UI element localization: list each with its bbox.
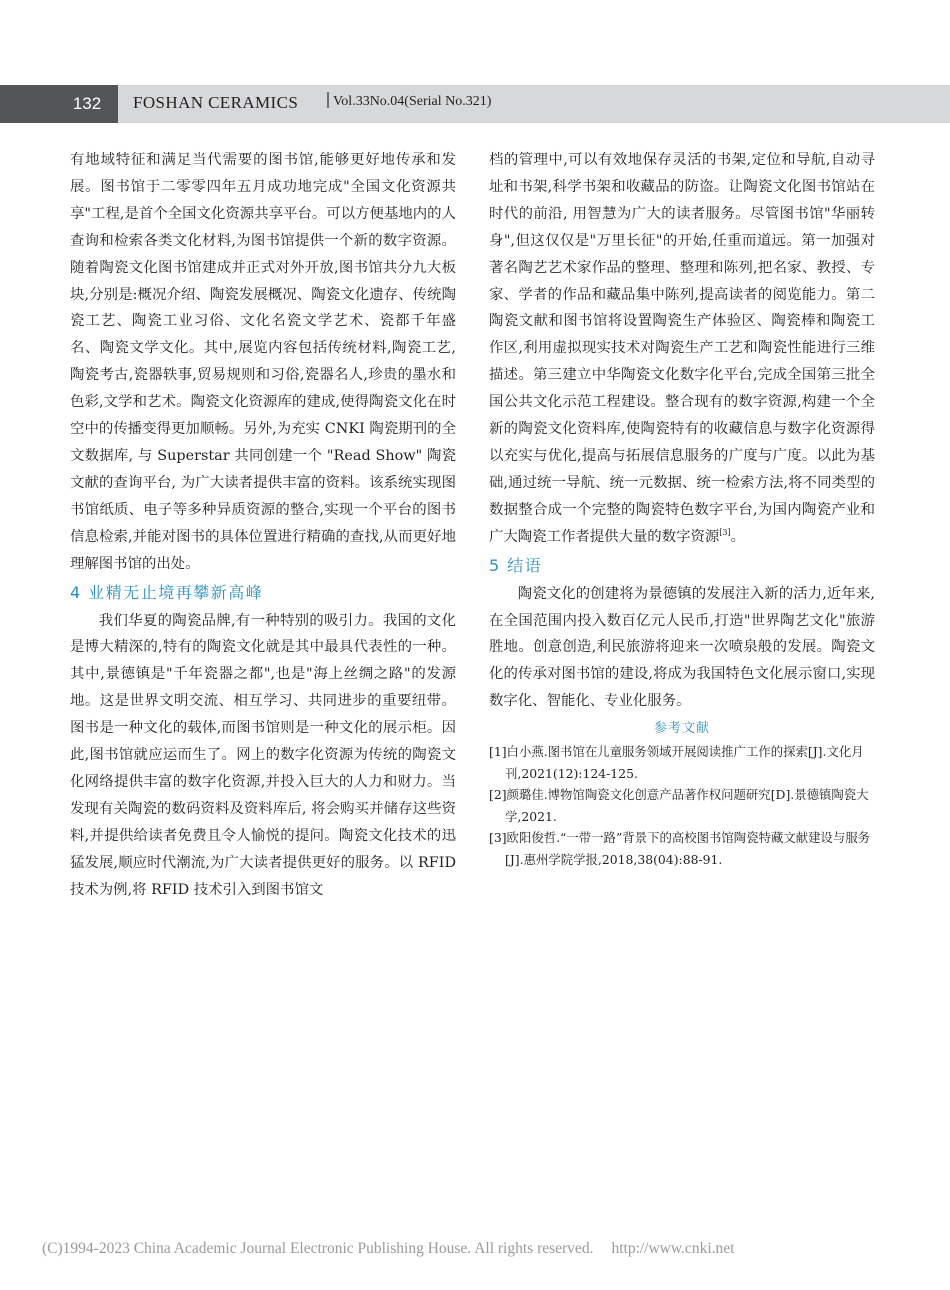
- reference-item: [3]欧阳俊哲.“一带一路”背景下的高校图书馆陶瓷特藏文献建设与服务[J].惠州学院学报,2018,38(04):88-91.: [489, 830, 871, 867]
- copyright-footer: [42, 1240, 734, 1258]
- volume-info: Vol.33No.04(Serial No.321): [333, 94, 492, 109]
- references-title: 参考文献: [653, 721, 710, 737]
- journal-name: FOSHAN CERAMICS: [133, 93, 299, 112]
- body-paragraph: [489, 147, 875, 551]
- cnki-url[interactable]: http://www.cnki.net: [611, 1240, 735, 1257]
- body-paragraph: 陶瓷文化的创建将为景德镇的发展注入新的活力,近年来,在全国范围内投入数百亿元人民币,打造"世界陶艺文化"旅游胜地。创意创造,利民旅游将迎来一次喷泉般的发展。陶瓷文化的传承对图书馆的建设,将成为我国特色文化展示窗口,实现数字化、智能化、专业化服务。: [489, 585, 875, 710]
- page-number: 132: [0, 85, 118, 123]
- citation-marker[interactable]: [3]: [719, 527, 731, 537]
- section-heading-4: 4 业精无止境再攀新高峰: [70, 582, 264, 602]
- reference-item: [1]白小燕.图书馆在儿童服务领域开展阅读推广工作的探索[J].文化月刊,2021(12):124-125.: [489, 744, 864, 781]
- section-heading-5: 5 结语: [489, 555, 543, 575]
- body-text-end: 。: [730, 528, 746, 545]
- body-paragraph: 我们华夏的陶瓷品牌,有一种特别的吸引力。我国的文化是博大精深的,特有的陶瓷文化就是其中最具代表性的一种。其中,景德镇是"千年瓷器之都",也是"海上丝绸之路"的发源地。这是世界文明交流、相互学习、共同进步的重要纽带。图书是一种文化的载体,而图书馆则是一种文化的展示柜。因此,图书馆就应运而生了。网上的数字化资源为传统的陶瓷文化网络提供丰富的数字化资源,并投入巨大的人力和财力。当发现有关陶瓷的数码资料及资料库后, 将会购买并储存这些资料,并提供给读者免费且令人愉悦的提问。陶瓷文化技术的迅猛发展,顺应时代潮流,为广大读者提供更好的服务。以 RFID 技术为例,将 RFID 技术引入到图书馆文: [70, 612, 456, 898]
- body-text: 档的管理中,可以有效地保存灵活的书架,定位和导航,自动寻址和书架,科学书架和收藏品的防盗。让陶瓷文化图书馆站在时代的前沿, 用智慧为广大的读者服务。尽管图书馆"华丽转身",但这仅仅是"万里长征"的开始,任重而道远。第一加强对著名陶艺艺术家作品的整理、整理和陈列,把名家、教授、专家、学者的作品和藏品集中陈列,提高读者的阅览能力。第二陶瓷文献和图书馆将设置陶瓷生产体验区、陶瓷棒和陶瓷工作区,利用虚拟现实技术对陶瓷生产工艺和陶瓷性能进行三维描述。第三建立中华陶瓷文化数字化平台,完成全国第三批全国公共文化示范工程建设。整合现有的数字资源,构建一个全新的陶瓷文化资料库,使陶瓷特有的收藏信息与数字化资源得以充实与优化,提高与拓展信息服务的广度与广度。以此为基础,通过统一导航、统一元数据、统一检索方法,将不同类型的数据整合成一个完整的陶瓷特色数字平台,为国内陶瓷产业和广大陶瓷工作者提供大量的数字资源: [489, 152, 875, 545]
- reference-item: [2]颜璐佳.博物馆陶瓷文化创意产品著作权问题研究[D].景德镇陶瓷大学,2021.: [489, 787, 869, 824]
- header-divider: [327, 92, 329, 108]
- body-paragraph: 有地域特征和满足当代需要的图书馆,能够更好地传承和发展。图书馆于二零零四年五月成功地完成"全国文化资源共享"工程,是首个全国文化资源共享平台。可以方便基地内的人查询和检索各类文化材料,为图书馆提供一个新的数字资源。随着陶瓷文化图书馆建成并正式对外开放,图书馆共分九大板块,分别是:概况介绍、陶瓷发展概况、陶瓷文化遗存、传统陶瓷工艺、陶瓷工业习俗、文化名瓷文学艺术、瓷都千年盛名、陶瓷文学文化。其中,展览内容包括传统材料,陶瓷工艺,陶瓷考古,瓷器轶事,贸易规则和习俗,瓷器名人,珍贵的墨水和色彩,文学和艺术。陶瓷文化资源库的建成,使得陶瓷文化在时空中的传播变得更加顺畅。另外,为充实 CNKI 陶瓷期刊的全文数据库, 与 Superstar 共同创建一个 "Read Show" 陶瓷文献的查询平台, 为广大读者提供丰富的资料。该系统实现图书馆纸质、电子等多种异质资源的整合,实现一个平台的图书信息检索,并能对图书的具体位置进行精确的查找,从而更好地理解图书馆的出处。: [70, 152, 456, 572]
- left-column: [70, 147, 456, 903]
- right-column: [489, 147, 875, 870]
- running-header: [0, 85, 950, 123]
- copyright-text: (C)1994-2023 China Academic Journal Electronic Publishing House. All rights reserved.: [42, 1240, 594, 1257]
